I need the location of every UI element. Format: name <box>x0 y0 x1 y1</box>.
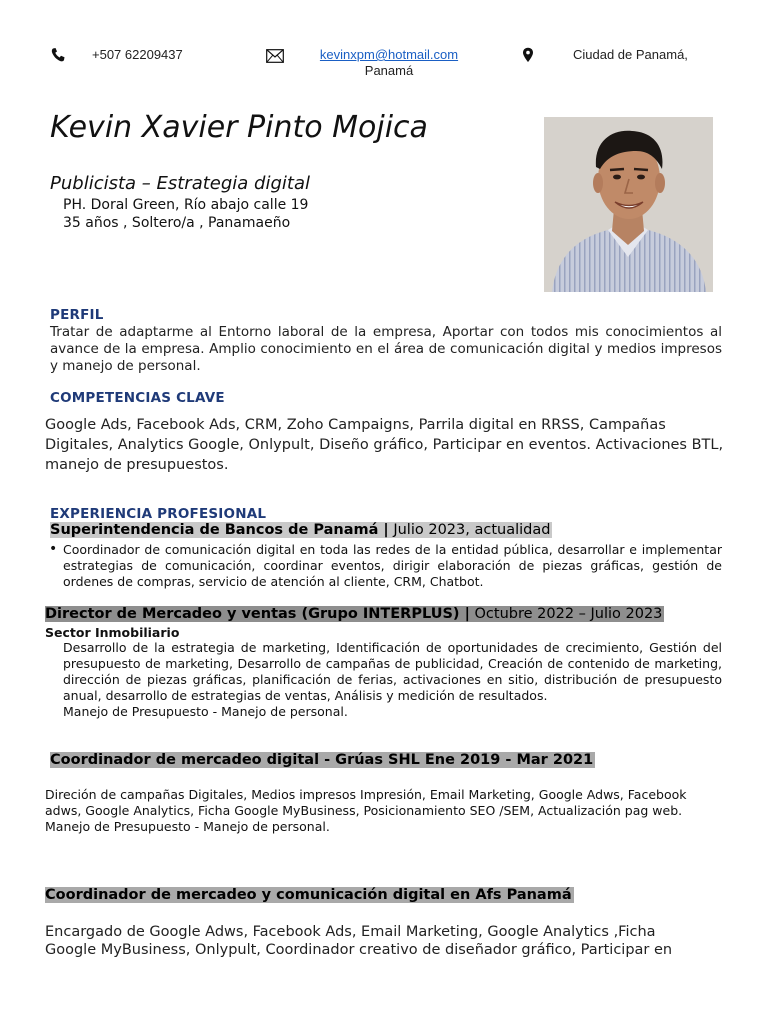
candidate-name: Kevin Xavier Pinto Mojica <box>50 110 428 145</box>
email-block <box>308 47 470 79</box>
job-company: Coordinador de mercadeo digital - Grúas SHL Ene 2019 - Mar 2021 <box>50 752 594 768</box>
job-heading <box>50 752 595 768</box>
job-period: Julio 2023, actualidad <box>388 522 551 538</box>
personal-line: 35 años , Soltero/a , Panamaeño <box>63 215 291 231</box>
job-period: Octubre 2022 – Julio 2023 <box>469 606 663 622</box>
address-line: PH. Doral Green, Río abajo calle 19 <box>63 197 309 213</box>
mail-icon <box>266 48 284 62</box>
job-sector: Sector Inmobiliario <box>45 625 180 640</box>
location-pin-icon <box>522 47 534 63</box>
candidate-subtitle: Publicista – Estrategia digital <box>50 173 310 194</box>
perfil-text: Tratar de adaptarme al Entorno laboral de la empresa, Aportar con todos mis conocimientos al avance de la empresa. Amplio conocimiento en el área de comunicación digital y medios impresos y manejo de personal. <box>50 324 722 374</box>
job-description: Coordinador de comunicación digital en toda las redes de la entidad pública, desarrollar e implementar estrategias de comunicación, coordinar eventos, dirigir elaboración de piezas gráficas, gestión de ordenes de compras, servicio de atención al cliente, CRM, Chatbot. <box>63 542 722 589</box>
job-description: Desarrollo de la estrategia de marketing, Identificación de oportunidades de crecimiento, Gestión del presupuesto de marketing, Desarrollo de campañas de publicidad, Creación de contenido de marketing, dirección de piezas gráficas, planificación de ferias, activaciones en sitio, distribución de presupuesto anual, desarrollo de estrategias de ventas, Análisis y medición de resultados. <box>63 640 722 703</box>
phone-icon <box>50 47 66 63</box>
competencias-text: Google Ads, Facebook Ads, CRM, Zoho Campaigns, Parrila digital en RRSS, Campañas Digitales, Analytics Google, Onlypult, Diseño gráfico, Participar en eventos. Activaciones BTL, manejo de presupuestos. <box>45 417 724 473</box>
email-link[interactable]: kevinxpm@hotmail.com <box>319 47 459 62</box>
phone-number: +507 62209437 <box>92 47 183 62</box>
email-country: Panamá <box>364 63 414 78</box>
job-company: Director de Mercadeo y ventas (Grupo INTERPLUS) | <box>45 606 470 622</box>
perfil-title: PERFIL <box>50 307 104 323</box>
job-heading <box>50 522 552 538</box>
bullet-icon: • <box>49 541 58 557</box>
job-description: Encargado de Google Adws, Facebook Ads, Email Marketing, Google Analytics ,Ficha Google MyBusiness, Onlypult, Coordinador creativo de diseñador gráfico, Participar en <box>45 924 673 958</box>
competencias-title: COMPETENCIAS CLAVE <box>50 390 225 406</box>
experiencia-title: EXPERIENCIA PROFESIONAL <box>50 506 267 522</box>
job-company: Coordinador de mercadeo y comunicación digital en Afs Panamá <box>45 887 572 903</box>
location-text: Ciudad de Panamá, <box>573 47 688 62</box>
job-heading <box>45 887 574 903</box>
profile-photo <box>544 117 713 292</box>
job-heading <box>45 606 664 622</box>
job-company: Superintendencia de Bancos de Panamá | <box>50 522 389 538</box>
job-description: Direción de campañas Digitales, Medios impresos Impresión, Email Marketing, Google Adws, Facebook adws, Google Analytics, Ficha Google MyBusiness, Posicionamiento SEO /SEM, Actualización pag web. Manejo de Presupuesto - Manejo de personal. <box>45 787 687 834</box>
job-description-extra: Manejo de Presupuesto - Manejo de personal. <box>63 704 348 719</box>
